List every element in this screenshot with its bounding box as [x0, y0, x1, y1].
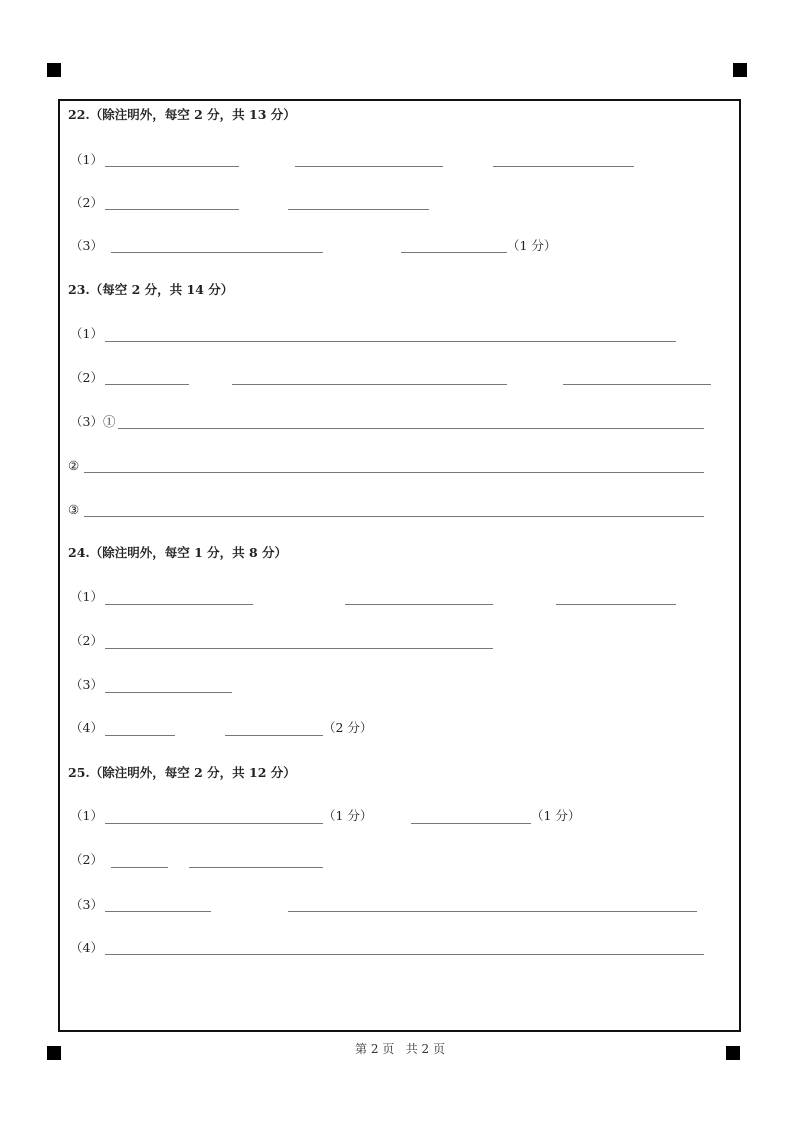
answer-blank[interactable]	[105, 648, 493, 649]
answer-blank[interactable]	[563, 384, 711, 385]
page-footer: 第 2 页 共 2 页	[355, 1042, 445, 1056]
answer-blank[interactable]	[232, 384, 507, 385]
q23-3-label: （3）①	[70, 414, 116, 429]
q22-1-label: （1）	[70, 152, 103, 167]
alignment-marker-top-left	[47, 63, 61, 77]
answer-blank[interactable]	[105, 341, 676, 342]
answer-blank[interactable]	[105, 384, 189, 385]
answer-blank[interactable]	[556, 604, 676, 605]
answer-blank[interactable]	[288, 209, 429, 210]
answer-blank[interactable]	[105, 911, 211, 912]
answer-blank[interactable]	[345, 604, 493, 605]
q25-header: 25.（除注明外，每空 2 分，共 12 分）	[68, 765, 296, 780]
q22-3-label: （3）	[70, 238, 103, 253]
score-note: （1 分）	[323, 808, 373, 823]
answer-blank[interactable]	[105, 209, 239, 210]
q24-header: 24.（除注明外，每空 1 分，共 8 分）	[68, 545, 288, 560]
answer-blank[interactable]	[225, 735, 323, 736]
q23-header: 23.（每空 2 分，共 14 分）	[68, 282, 234, 297]
q22-header: 22.（除注明外，每空 2 分，共 13 分）	[68, 107, 296, 122]
q24-4-label: （4）	[70, 720, 103, 735]
answer-blank[interactable]	[105, 823, 323, 824]
q25-2-label: （2）	[70, 852, 103, 867]
answer-blank[interactable]	[493, 166, 634, 167]
answer-blank[interactable]	[118, 428, 704, 429]
q23-3b-label: ②	[68, 458, 80, 473]
answer-blank[interactable]	[189, 867, 323, 868]
answer-blank[interactable]	[295, 166, 443, 167]
q22-2-label: （2）	[70, 195, 103, 210]
q23-1-label: （1）	[70, 326, 103, 341]
q25-1-label: （1）	[70, 808, 103, 823]
answer-blank[interactable]	[288, 911, 697, 912]
q25-4-label: （4）	[70, 940, 103, 955]
q23-3c-label: ③	[68, 502, 80, 517]
score-note: （1 分）	[507, 238, 557, 253]
answer-frame	[58, 99, 741, 1032]
answer-blank[interactable]	[84, 472, 704, 473]
q24-3-label: （3）	[70, 677, 103, 692]
answer-blank[interactable]	[84, 516, 704, 517]
q23-2-label: （2）	[70, 370, 103, 385]
answer-blank[interactable]	[105, 735, 175, 736]
answer-blank[interactable]	[105, 166, 239, 167]
answer-blank[interactable]	[105, 692, 232, 693]
answer-blank[interactable]	[105, 604, 253, 605]
alignment-marker-top-right	[733, 63, 747, 77]
answer-blank[interactable]	[401, 252, 507, 253]
score-note: （2 分）	[323, 720, 373, 735]
q24-2-label: （2）	[70, 633, 103, 648]
score-note: （1 分）	[531, 808, 581, 823]
q25-3-label: （3）	[70, 897, 103, 912]
answer-blank[interactable]	[411, 823, 531, 824]
q24-1-label: （1）	[70, 589, 103, 604]
answer-blank[interactable]	[111, 252, 323, 253]
answer-blank[interactable]	[105, 954, 704, 955]
answer-blank[interactable]	[111, 867, 168, 868]
